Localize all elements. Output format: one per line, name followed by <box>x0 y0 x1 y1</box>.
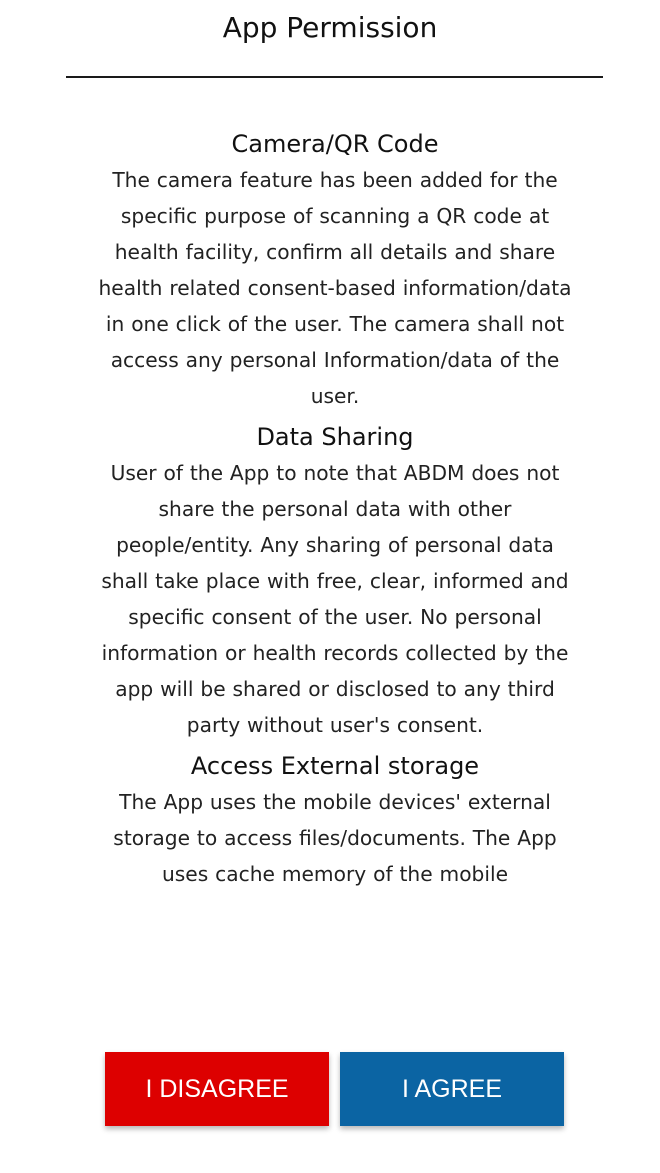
section-body-camera: The camera feature has been added for the specific purpose of scanning a QR code at health facility, confirm all details and share health related consent-based information/data in one click of the user. The camera shall not access any personal Information/data of the user. <box>98 168 572 408</box>
title-divider <box>66 76 603 78</box>
action-bar <box>105 1052 565 1128</box>
agree-button[interactable]: I AGREE <box>340 1052 564 1126</box>
section-body-external-storage: The App uses the mobile devices' external storage to access files/documents. The App uses cache memory of the mobile <box>113 790 557 886</box>
permission-content[interactable] <box>90 126 580 897</box>
section-heading-data-sharing: Data Sharing <box>256 423 414 451</box>
disagree-button[interactable]: I DISAGREE <box>105 1052 329 1126</box>
section-body-data-sharing: User of the App to note that ABDM does not share the personal data with other people/entity. Any sharing of personal data shall take place with free, clear, informed and specific consent of the user. No personal information or health records collected by the app will be shared or disclosed to any third party without user's consent. <box>101 461 569 737</box>
section-heading-external-storage: Access External storage <box>190 752 480 780</box>
section-heading-camera: Camera/QR Code <box>231 130 439 158</box>
section-camera <box>90 126 580 414</box>
section-external-storage <box>90 748 580 892</box>
section-data-sharing <box>90 419 580 743</box>
page-title: App Permission <box>222 11 438 44</box>
